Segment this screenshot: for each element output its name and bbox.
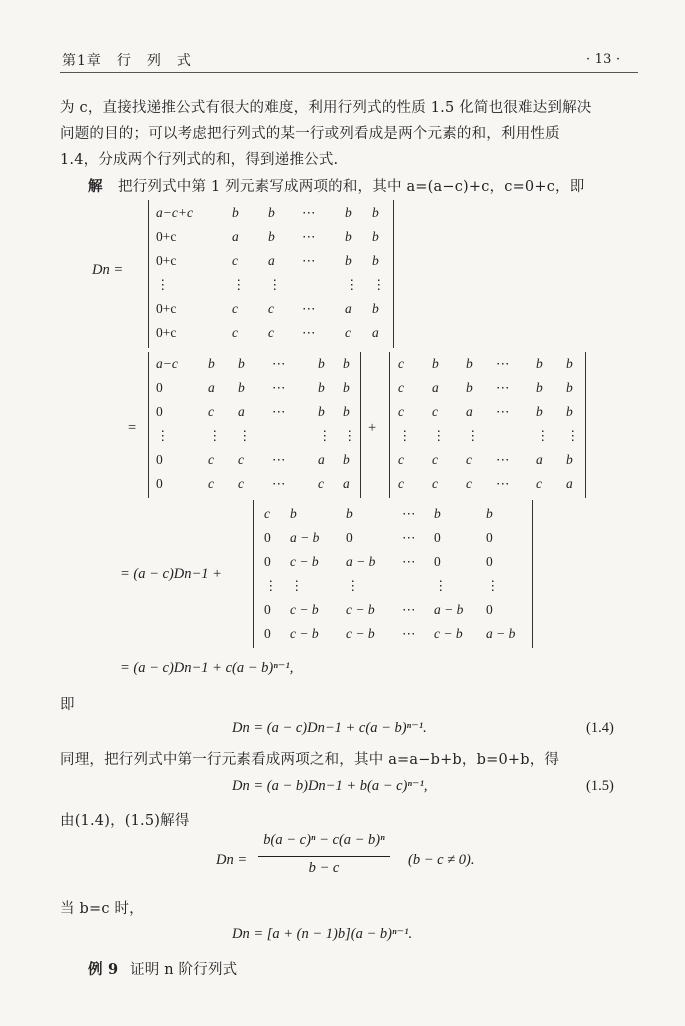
det3-cell-3-2: ⋮: [346, 578, 360, 593]
det3-cell-2-1: c − b: [290, 554, 319, 569]
det2b-cell-3-5: ⋮: [566, 428, 580, 443]
det1-cell-4-0: 0+c: [156, 301, 177, 316]
det2b-cell-4-2: c: [466, 452, 472, 467]
det3-cell-4-0: 0: [264, 602, 271, 617]
det1-cell-3-1: ⋮: [232, 277, 246, 292]
det2b-cell-5-2: c: [466, 476, 472, 491]
det2b-cell-1-0: c: [398, 380, 404, 395]
det3-cell-1-0: 0: [264, 530, 271, 545]
det1-cell-4-1: c: [232, 301, 238, 316]
det3-lhs: = (a − c)Dn−1 +: [120, 566, 222, 582]
det2a-cell-1-3: ⋯: [272, 380, 286, 395]
det2b-cell-1-3: ⋯: [496, 380, 510, 395]
equation-1-4: Dn = (a − c)Dn−1 + c(a − b)ⁿ⁻¹.: [232, 720, 427, 736]
det1-cell-3-4: ⋮: [345, 277, 359, 292]
det1-cell-4-3: ⋯: [302, 301, 316, 316]
det2a-cell-2-5: b: [343, 404, 350, 419]
det1-cell-5-5: a: [372, 325, 379, 340]
det2a-cell-3-1: ⋮: [208, 428, 222, 443]
det2a-cell-1-4: b: [318, 380, 325, 395]
equation-last: Dn = [a + (n − 1)b](a − b)ⁿ⁻¹.: [232, 926, 413, 942]
det2b-cell-3-2: ⋮: [466, 428, 480, 443]
det1-cell-1-3: ⋯: [302, 229, 316, 244]
det1-cell-3-2: ⋮: [268, 277, 282, 292]
det1-cell-2-4: b: [345, 253, 352, 268]
det2b-cell-2-4: b: [536, 404, 543, 419]
example-label: 例 9: [88, 961, 119, 978]
example-text: 证明 n 阶行列式: [130, 962, 238, 978]
det1-cell-2-2: a: [268, 253, 275, 268]
det3-cell-1-3: ⋯: [402, 530, 416, 545]
det2a-cell-2-3: ⋯: [272, 404, 286, 419]
tongli-text: 同理，把行列式中第一行元素看成两项之和，其中 a=a−b+b，b=0+b，得: [60, 752, 560, 768]
det2a-cell-0-4: b: [318, 356, 325, 371]
det2b-cell-4-3: ⋯: [496, 452, 510, 467]
det2a-cell-1-1: a: [208, 380, 215, 395]
det3-cell-2-5: 0: [486, 554, 493, 569]
det2a-cell-4-5: b: [343, 452, 350, 467]
det3-cell-4-1: c − b: [290, 602, 319, 617]
det1-cell-1-2: b: [268, 229, 275, 244]
det2b-cell-3-4: ⋮: [536, 428, 550, 443]
solution-text: 把行列式中第 1 列元素写成两项的和，其中 a=(a−c)+c，c=0+c，即: [118, 179, 585, 195]
det1-cell-5-1: c: [232, 325, 238, 340]
det3-cell-0-1: b: [290, 506, 297, 521]
frac-denominator: b − c: [308, 860, 340, 876]
det1-cell-4-2: c: [268, 301, 274, 316]
det2b-cell-0-1: b: [432, 356, 439, 371]
det2a-cell-5-3: ⋯: [272, 476, 286, 491]
det2a-cell-1-2: b: [238, 380, 245, 395]
det1-right-bar: [393, 200, 394, 348]
det3-cell-5-4: c − b: [434, 626, 463, 641]
det2b-cell-4-4: a: [536, 452, 543, 467]
det1-cell-5-0: 0+c: [156, 325, 177, 340]
youjie-text: 由(1.4)，(1.5)解得: [60, 813, 190, 829]
det2a-cell-2-0: 0: [156, 404, 163, 419]
det2b-cell-5-4: c: [536, 476, 542, 491]
det3-cell-5-3: ⋯: [402, 626, 416, 641]
det1-cell-2-5: b: [372, 253, 379, 268]
det2b-cell-2-2: a: [466, 404, 473, 419]
det1-cell-1-0: 0+c: [156, 229, 177, 244]
intro-line-1: 为 c，直接找递推公式有很大的难度，利用行列式的性质 1.5 化简也很难达到解决: [60, 100, 592, 116]
dang-text: 当 b=c 时，: [60, 901, 144, 917]
det2-equals: =: [128, 420, 137, 436]
det2b-cell-0-5: b: [566, 356, 573, 371]
det3-cell-0-0: c: [264, 506, 270, 521]
det2b-cell-0-3: ⋯: [496, 356, 510, 371]
det1-cell-3-5: ⋮: [372, 277, 386, 292]
det2a-cell-1-5: b: [343, 380, 350, 395]
det1-cell-5-2: c: [268, 325, 274, 340]
det2b-cell-5-3: ⋯: [496, 476, 510, 491]
det3-cell-3-0: ⋮: [264, 578, 278, 593]
det2b-cell-1-1: a: [432, 380, 439, 395]
det2-plus: +: [368, 420, 377, 436]
det3-cell-4-4: a − b: [434, 602, 464, 617]
det1-cell-0-0: a−c+c: [156, 205, 193, 220]
det2b-cell-3-0: ⋮: [398, 428, 412, 443]
det2b-cell-1-5: b: [566, 380, 573, 395]
det1-left-bar: [148, 200, 149, 348]
det2a-cell-5-2: c: [238, 476, 244, 491]
det2b-cell-4-1: c: [432, 452, 438, 467]
det1-cell-2-3: ⋯: [302, 253, 316, 268]
det3-cell-2-2: a − b: [346, 554, 376, 569]
det2a-right-bar: [360, 352, 361, 498]
det3-cell-1-2: 0: [346, 530, 353, 545]
det2a-cell-2-4: b: [318, 404, 325, 419]
frac-numerator: b(a − c)ⁿ − c(a − b)ⁿ: [263, 832, 385, 848]
det2a-cell-3-0: ⋮: [156, 428, 170, 443]
det3-cell-0-2: b: [346, 506, 353, 521]
det1-cell-4-5: b: [372, 301, 379, 316]
det2b-cell-2-0: c: [398, 404, 404, 419]
det2a-cell-0-3: ⋯: [272, 356, 286, 371]
det3-cell-0-4: b: [434, 506, 441, 521]
det2a-cell-5-0: 0: [156, 476, 163, 491]
det2b-cell-5-0: c: [398, 476, 404, 491]
det2a-cell-0-1: b: [208, 356, 215, 371]
det2a-cell-3-5: ⋮: [343, 428, 357, 443]
det2b-cell-4-0: c: [398, 452, 404, 467]
det1-cell-1-4: b: [345, 229, 352, 244]
det3-cell-5-5: a − b: [486, 626, 516, 641]
det1-cell-2-0: 0+c: [156, 253, 177, 268]
det2a-cell-4-3: ⋯: [272, 452, 286, 467]
det2b-cell-0-4: b: [536, 356, 543, 371]
det3-cell-4-3: ⋯: [402, 602, 416, 617]
det2b-cell-3-1: ⋮: [432, 428, 446, 443]
det3-cell-5-2: c − b: [346, 626, 375, 641]
header-rule: [60, 72, 638, 73]
fraction-bar: [258, 856, 390, 857]
det1-cell-0-5: b: [372, 205, 379, 220]
det2b-cell-5-5: a: [566, 476, 573, 491]
frac-condition: (b − c ≠ 0).: [408, 852, 475, 868]
det1-cell-3-0: ⋮: [156, 277, 170, 292]
det2a-cell-0-2: b: [238, 356, 245, 371]
det2a-cell-4-0: 0: [156, 452, 163, 467]
det2a-cell-5-4: c: [318, 476, 324, 491]
det1-cell-2-1: c: [232, 253, 238, 268]
intro-line-2: 问题的目的；可以考虑把行列式的某一行或列看成是两个元素的和，利用性质: [60, 126, 560, 142]
det2b-cell-0-2: b: [466, 356, 473, 371]
solution-label: 解: [88, 178, 103, 195]
det3-left-bar: [253, 500, 254, 648]
det3-cell-0-3: ⋯: [402, 506, 416, 521]
det2a-cell-3-4: ⋮: [318, 428, 332, 443]
det3-cell-4-5: 0: [486, 602, 493, 617]
det2a-cell-2-1: c: [208, 404, 214, 419]
det3-cell-3-1: ⋮: [290, 578, 304, 593]
det1-cell-0-3: ⋯: [302, 205, 316, 220]
det2b-left-bar: [389, 352, 390, 498]
equation-1-5: Dn = (a − b)Dn−1 + b(a − c)ⁿ⁻¹,: [232, 778, 428, 794]
det2a-cell-1-0: 0: [156, 380, 163, 395]
det1-cell-1-5: b: [372, 229, 379, 244]
det2a-cell-4-1: c: [208, 452, 214, 467]
det3-right-bar: [532, 500, 533, 648]
intro-line-3: 1.4，分成两个行列式的和，得到递推公式.: [60, 152, 339, 168]
det1-cell-5-3: ⋯: [302, 325, 316, 340]
det1-cell-0-2: b: [268, 205, 275, 220]
det3-cell-2-3: ⋯: [402, 554, 416, 569]
det3-cell-3-4: ⋮: [434, 578, 448, 593]
det2b-cell-5-1: c: [432, 476, 438, 491]
det3-cell-0-5: b: [486, 506, 493, 521]
ji-text: 即: [60, 697, 75, 713]
det2b-right-bar: [585, 352, 586, 498]
det1-cell-5-4: c: [345, 325, 351, 340]
det3-cell-1-4: 0: [434, 530, 441, 545]
det1-cell-0-4: b: [345, 205, 352, 220]
det2a-cell-0-0: a−c: [156, 356, 178, 371]
det3-cell-1-5: 0: [486, 530, 493, 545]
det2a-cell-5-5: a: [343, 476, 350, 491]
result-line: = (a − c)Dn−1 + c(a − b)ⁿ⁻¹,: [120, 660, 294, 676]
chapter-header: 第1章 行 列 式: [62, 53, 192, 69]
det1-lhs: Dn =: [92, 262, 124, 278]
det2b-cell-1-2: b: [466, 380, 473, 395]
page-number: · 13 ·: [586, 52, 621, 67]
det2b-cell-2-5: b: [566, 404, 573, 419]
det2b-cell-1-4: b: [536, 380, 543, 395]
det2a-cell-5-1: c: [208, 476, 214, 491]
det3-cell-2-0: 0: [264, 554, 271, 569]
det2a-cell-0-5: b: [343, 356, 350, 371]
det2a-cell-2-2: a: [238, 404, 245, 419]
det3-cell-5-0: 0: [264, 626, 271, 641]
det2b-cell-2-1: c: [432, 404, 438, 419]
det2a-left-bar: [148, 352, 149, 498]
det3-cell-2-4: 0: [434, 554, 441, 569]
det2b-cell-0-0: c: [398, 356, 404, 371]
equation-1-4-tag: (1.4): [586, 720, 614, 736]
det3-cell-1-1: a − b: [290, 530, 320, 545]
det1-cell-0-1: b: [232, 205, 239, 220]
det2a-cell-4-4: a: [318, 452, 325, 467]
frac-lhs: Dn =: [216, 852, 248, 868]
det2a-cell-4-2: c: [238, 452, 244, 467]
equation-1-5-tag: (1.5): [586, 778, 614, 794]
det3-cell-3-5: ⋮: [486, 578, 500, 593]
det2a-cell-3-2: ⋮: [238, 428, 252, 443]
det2b-cell-2-3: ⋯: [496, 404, 510, 419]
det1-cell-4-4: a: [345, 301, 352, 316]
det1-cell-1-1: a: [232, 229, 239, 244]
det3-cell-5-1: c − b: [290, 626, 319, 641]
det3-cell-4-2: c − b: [346, 602, 375, 617]
det2b-cell-4-5: b: [566, 452, 573, 467]
